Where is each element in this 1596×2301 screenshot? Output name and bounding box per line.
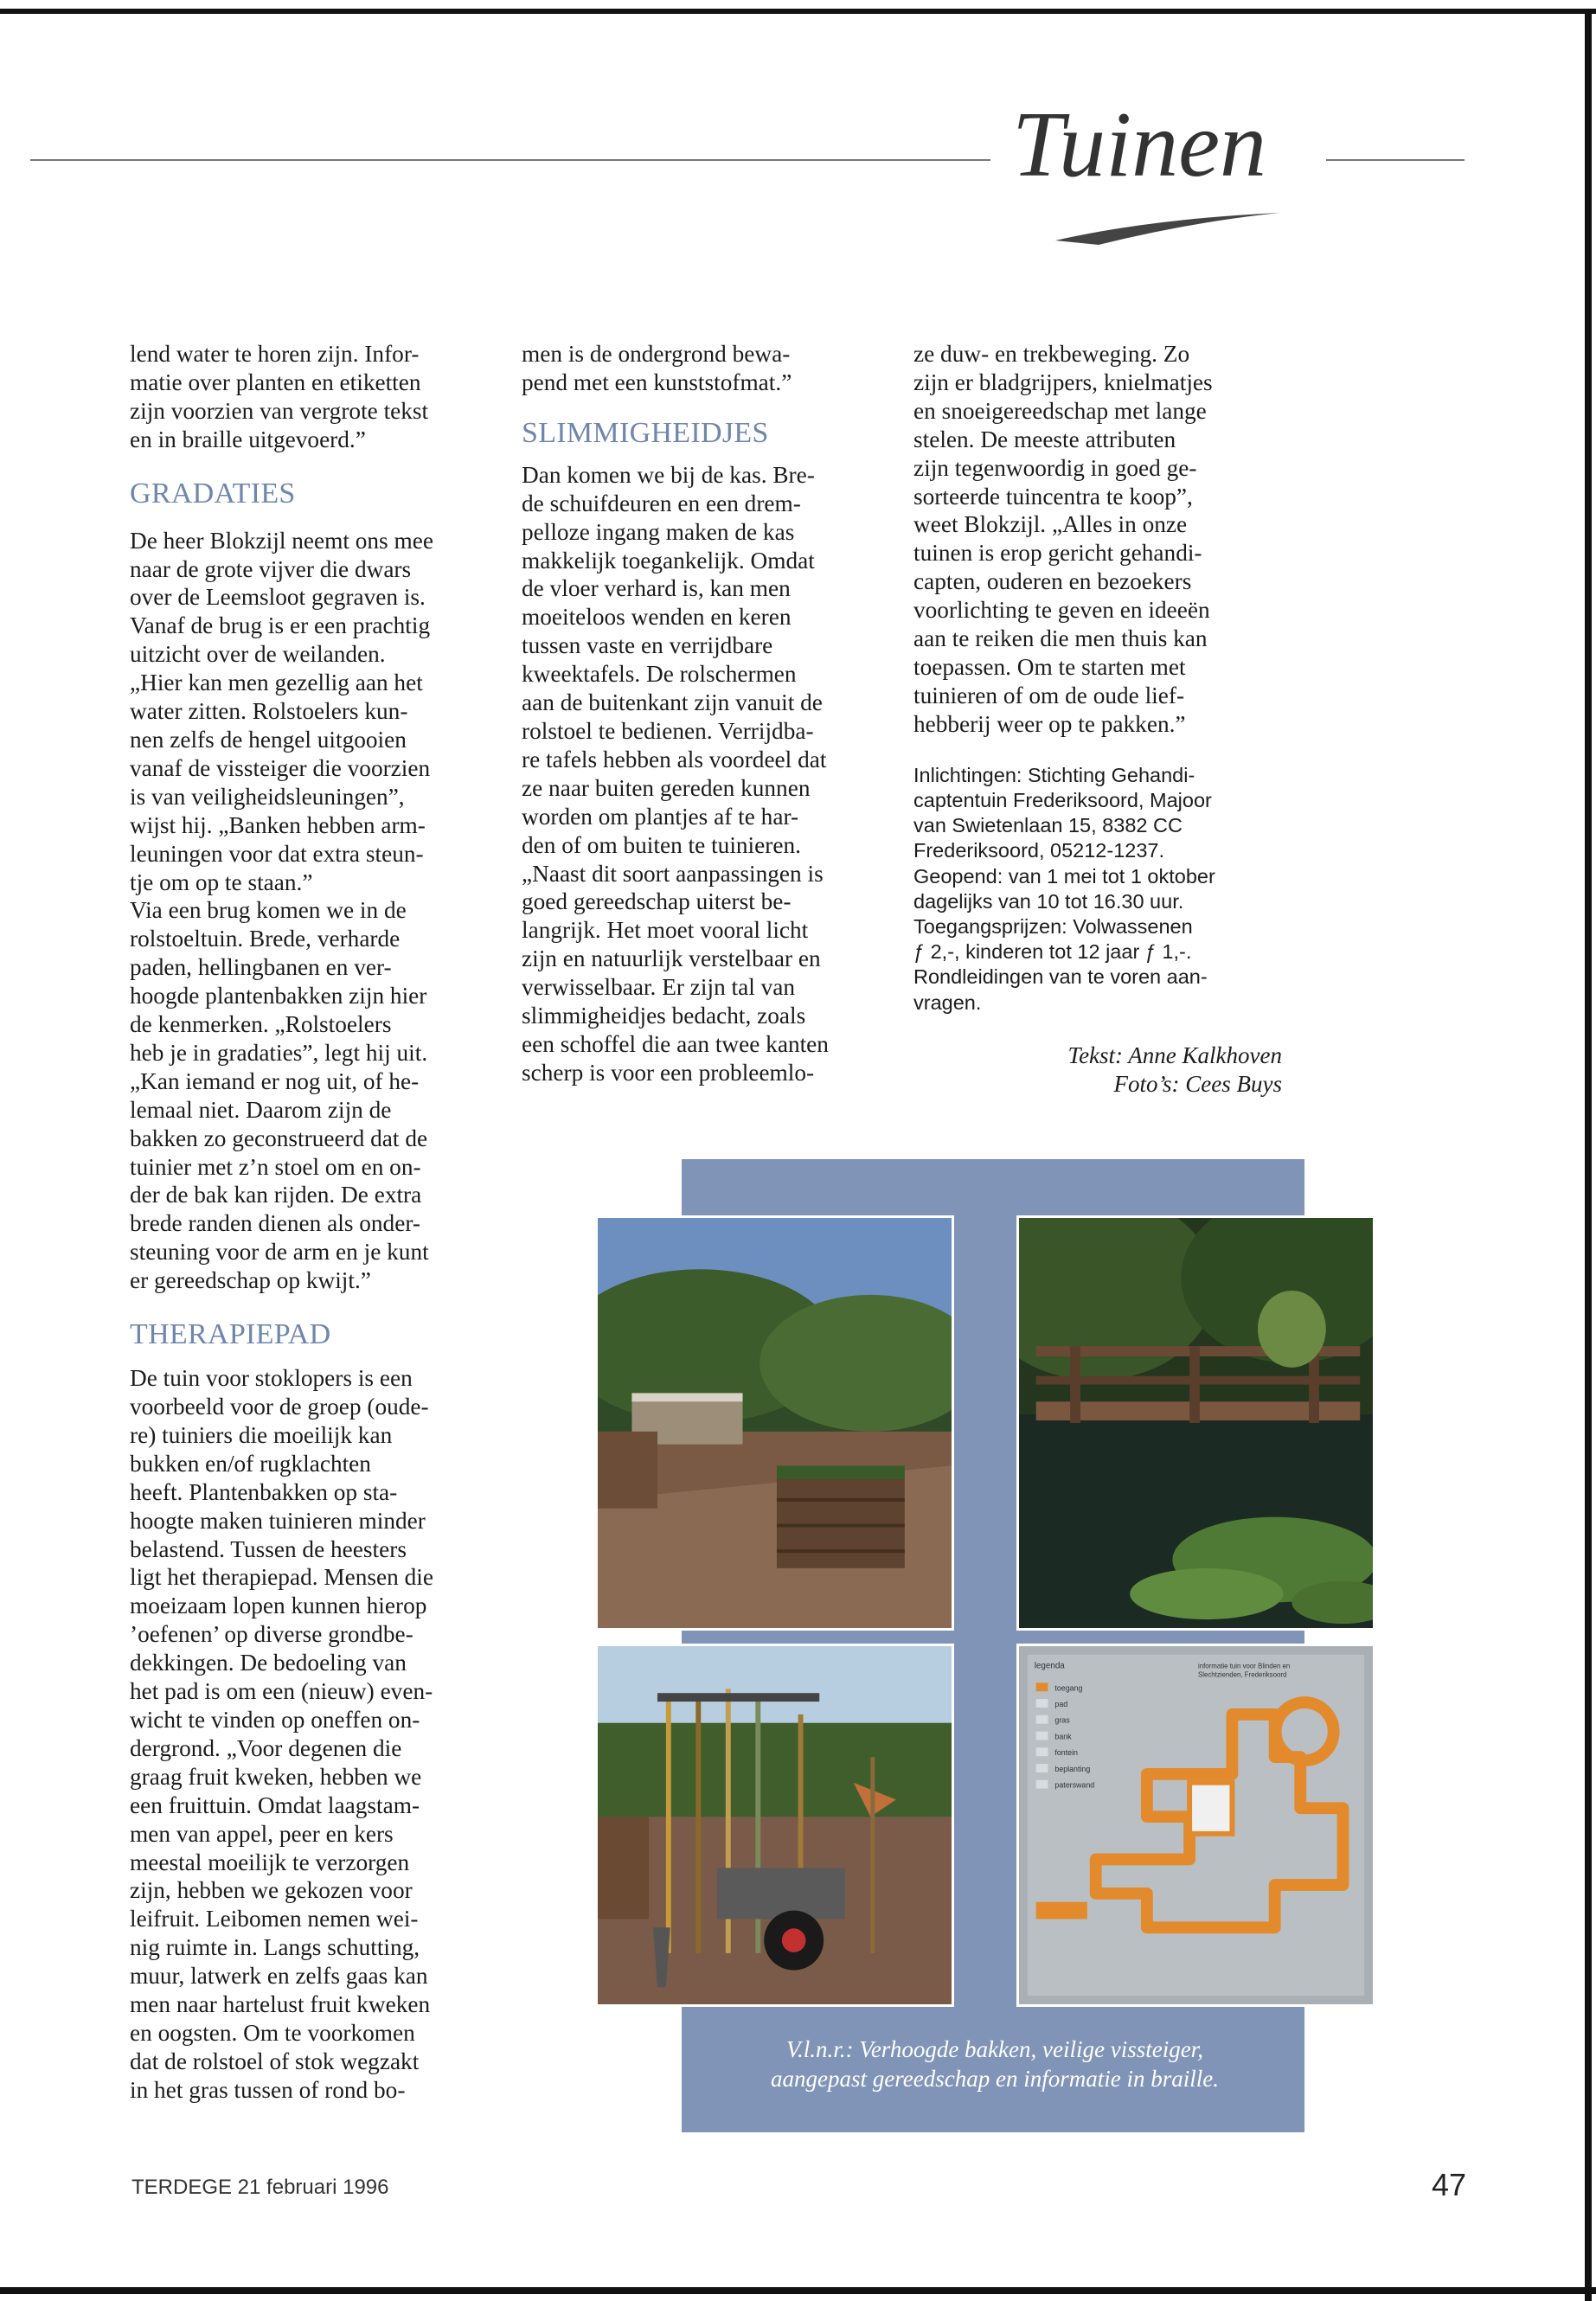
text-line: nig ruimte in. Langs schutting, (130, 1934, 420, 1961)
text-line: vragen. (913, 990, 982, 1014)
braille-legend-swatch (1036, 1764, 1048, 1772)
text-line: water zitten. Rolstoelers kun- (130, 698, 408, 725)
section-title: Tuinen (1012, 93, 1267, 196)
text-line: Geopend: van 1 mei tot 1 oktober (913, 864, 1215, 888)
braille-legend-item: gras (1054, 1715, 1070, 1725)
col1-intro (130, 340, 493, 454)
text-line: men naar hartelust fruit kweken (130, 1991, 431, 2018)
photo-raised-beds (595, 1215, 954, 1631)
column-1 (130, 340, 493, 2105)
braille-legend-item: fontein (1054, 1748, 1078, 1758)
credits (913, 1042, 1285, 1099)
info-box (913, 763, 1285, 1016)
col1-gradaties (130, 527, 493, 1295)
page-frame-right (1585, 9, 1592, 2301)
braille-legend-swatch (1036, 1780, 1048, 1789)
text-line: dekkingen. De bedoeling van (130, 1650, 407, 1676)
text-line: ’oefenen’ op diverse grondbe- (130, 1621, 413, 1648)
text-line: over de Leemsloot gegraven is. (130, 584, 426, 611)
text-line: brede randen dienen als onder- (130, 1210, 420, 1237)
text-line: pelloze ingang maken de kas (522, 518, 795, 545)
text-line: hoogte maken tuinieren minder (130, 1507, 426, 1534)
text-line: „Naast dit soort aanpassingen is (522, 860, 824, 887)
text-line: pend met een kunststofmat.” (522, 369, 792, 395)
text-line: tuinieren of om de oude lief- (913, 682, 1185, 708)
braille-legend-swatch (1036, 1715, 1048, 1724)
text-line: capten, ouderen en bezoekers (913, 568, 1192, 595)
text-line: tussen vaste en verrijdbare (522, 632, 773, 659)
col3-body (913, 340, 1285, 739)
page-frame-top (0, 9, 1596, 14)
text-line: van Swietenlaan 15, 8382 CC (913, 814, 1183, 837)
text-line: zijn en natuurlijk verstelbaar en (522, 945, 821, 972)
text-line: slimmigheidjes bedacht, zoals (522, 1003, 806, 1029)
text-line: Inlichtingen: Stichting Gehandi- (913, 763, 1195, 786)
text-line: men is de ondergrond bewa- (522, 341, 791, 367)
text-line: het pad is om een (nieuw) even- (130, 1678, 433, 1705)
col2-intro (522, 340, 885, 397)
text-line: ze duw- en trekbeweging. Zo (913, 341, 1190, 367)
text-line: lend water te horen zijn. Infor- (130, 341, 420, 367)
text-line: graag fruit kweken, hebben we (130, 1763, 422, 1790)
braille-legend-item: toegang (1054, 1683, 1083, 1693)
text-line: makkelijk toegankelijk. Omdat (522, 547, 815, 574)
caption-line-2: aangepast gereedschap en informatie in braille. (771, 2066, 1219, 2092)
text-line: aan de buitenkant zijn vanuit de (522, 689, 823, 716)
text-line: zijn er bladgrijpers, knielmatjes (913, 369, 1213, 395)
text-line: de vloer verhard is, kan men (522, 575, 791, 602)
text-line: Rondleidingen van te voren aan- (913, 965, 1208, 989)
text-line: heeft. Plantenbakken op sta- (130, 1478, 398, 1505)
text-line: langrijk. Het moet vooral licht (522, 917, 809, 944)
text-line: en snoeigereedschap met lange (913, 397, 1207, 424)
text-line: rolstoel te bedienen. Verrijdba- (522, 717, 814, 744)
text-line: zijn voorzien van vergrote tekst (130, 397, 429, 424)
column-2 (522, 340, 885, 1087)
section-logo (995, 67, 1324, 266)
text-line: Via een brug komen we in de (130, 897, 407, 924)
text-line: hebberij weer op te pakken.” (913, 710, 1186, 737)
text-line: der de bak kan rijden. De extra (130, 1182, 422, 1208)
text-line: tuinen is erop gericht gehandi- (913, 540, 1202, 567)
text-line: er gereedschap op kwijt.” (130, 1267, 371, 1294)
photo-garden-tools (595, 1644, 954, 2007)
text-line: nen zelfs de hengel uitgooien (130, 726, 407, 753)
heading-therapiepad: THERAPIEPAD (130, 1318, 331, 1351)
text-line: leifruit. Leibomen nemen wei- (130, 1906, 419, 1932)
text-line: paden, hellingbanen en ver- (130, 954, 392, 981)
text-line: re) tuiniers die moeilijk kan (130, 1421, 393, 1448)
credit-photo: Foto’s: Cees Buys (1113, 1070, 1282, 1097)
text-line: rolstoeltuin. Brede, verharde (130, 926, 401, 952)
caption-line-1: V.l.n.r.: Verhoogde bakken, veilige vissteiger, (786, 2036, 1203, 2062)
braille-legend-swatch (1036, 1699, 1048, 1708)
text-line: re tafels hebben als voordeel dat (522, 746, 827, 772)
text-line: is van veiligheidsleuningen”, (130, 783, 405, 810)
text-line: voorbeeld voor de groep (oude- (130, 1394, 429, 1420)
text-line: de schuifdeuren en een drem- (522, 490, 801, 516)
braille-heading-1: informatie tuin voor Blinden en (1197, 1662, 1291, 1670)
header-rule-left (30, 159, 990, 161)
text-line: De tuin voor stoklopers is een (130, 1365, 413, 1392)
text-line: Frederiksoord, 05212-1237. (913, 839, 1165, 862)
text-line: dagelijks van 10 tot 16.30 uur. (913, 889, 1184, 913)
braille-legend-swatch (1036, 1747, 1048, 1756)
text-line: steuning voor de arm en je kunt (130, 1239, 429, 1266)
header-rule-right (1326, 159, 1465, 161)
text-line: uitzicht over de weilanden. (130, 641, 386, 668)
text-line: een schoffel die aan twee kanten (522, 1030, 829, 1057)
text-line: vanaf de vissteiger die voorzien (130, 754, 431, 781)
text-line: De heer Blokzijl neemt ons mee (130, 527, 433, 554)
text-line: een fruittuin. Omdat laagstam- (130, 1791, 420, 1818)
heading-gradaties: GRADATIES (130, 477, 296, 510)
text-line: zijn tegenwoordig in goed ge- (913, 454, 1197, 481)
photo-braille-sign (1016, 1644, 1375, 2007)
text-line: tuinier met z’n stoel om en on- (130, 1153, 421, 1180)
text-line: voorlichting te geven en ideeën (913, 597, 1210, 624)
braille-legend-swatch (1036, 1732, 1048, 1740)
col2-slimmigheidjes (522, 461, 885, 1087)
text-line: wijst hij. „Banken hebben arm- (130, 811, 426, 838)
text-line: goed gereedschap uiterst be- (522, 888, 792, 915)
text-line: muur, latwerk en zelfs gaas kan (130, 1963, 428, 1990)
logo-brush-stroke (1055, 213, 1280, 245)
text-line: den of om buiten te tuinieren. (522, 831, 801, 858)
column-3 (913, 340, 1285, 1099)
text-line: aan te reiken die men thuis kan (913, 625, 1208, 652)
text-line: men van appel, peer en kers (130, 1820, 394, 1847)
text-line: bakken zo geconstrueerd dat de (130, 1125, 428, 1151)
text-line: en oogsten. Om te voorkomen (130, 2019, 415, 2046)
text-line: moeiteloos wenden en keren (522, 604, 792, 631)
text-line: dat de rolstoel of stok wegzakt (130, 2048, 420, 2074)
text-line: matie over planten en etiketten (130, 369, 421, 395)
text-line: tje om op te staan.” (130, 868, 313, 895)
text-line: heb je in gradaties”, legt hij uit. (130, 1039, 428, 1066)
text-line: meestal moeilijk te verzorgen (130, 1849, 410, 1875)
braille-legend-swatch (1036, 1682, 1048, 1691)
text-line: Dan komen we bij de kas. Bre- (522, 461, 815, 488)
text-line: Toegangsprijzen: Volwassenen (913, 914, 1193, 938)
text-line: weet Blokzijl. „Alles in onze (913, 511, 1188, 538)
photo-fishing-jetty (1016, 1215, 1375, 1631)
footer-publication: TERDEGE 21 februari 1996 (131, 2176, 389, 2199)
text-line: naar de grote vijver die dwars (130, 555, 412, 582)
text-line: „Kan iemand er nog uit, of he- (130, 1067, 420, 1094)
braille-legend-item: pad (1054, 1699, 1068, 1708)
text-line: toepassen. Om te starten met (913, 653, 1186, 680)
text-line: stelen. De meeste attributen (913, 426, 1176, 452)
braille-heading-2: Slechtzienden, Frederiksoord (1197, 1670, 1287, 1679)
text-line: ligt het therapiepad. Mensen die (130, 1564, 433, 1591)
text-line: zijn, hebben we gekozen voor (130, 1877, 413, 1904)
text-line: captentuin Frederiksoord, Majoor (913, 788, 1212, 811)
text-line: in het gras tussen of rond bo- (130, 2076, 406, 2103)
braille-legend-title: legenda (1034, 1661, 1065, 1671)
text-line: en in braille uitgevoerd.” (130, 426, 366, 452)
page-number: 47 (1432, 2167, 1467, 2202)
text-line: moeizaam lopen kunnen hierop (130, 1593, 427, 1619)
text-line: leuningen voor dat extra steun- (130, 840, 424, 867)
text-line: de kenmerken. „Rolstoelers (130, 1011, 392, 1038)
text-line: Vanaf de brug is er een prachtig (130, 612, 431, 639)
text-line: sorteerde tuincentra te koop”, (913, 483, 1193, 510)
heading-slimmigheidjes: SLIMMIGHEIDJES (522, 416, 769, 449)
text-line: ƒ 2,-, kinderen tot 12 jaar ƒ 1,-. (913, 940, 1192, 964)
col1-therapiepad (130, 1364, 493, 2105)
text-line: belastend. Tussen de heesters (130, 1535, 407, 1562)
text-line: verwisselbaar. Er zijn tal van (522, 974, 796, 1001)
text-line: „Hier kan men gezellig aan het (130, 670, 423, 696)
page-frame-bottom (0, 2287, 1596, 2294)
text-line: bukken en/of rugklachten (130, 1450, 371, 1477)
credit-text: Tekst: Anne Kalkhoven (1067, 1042, 1282, 1068)
braille-legend-item: bank (1054, 1732, 1072, 1741)
text-line: worden om plantjes af te har- (522, 803, 799, 830)
photo-caption (692, 2035, 1298, 2093)
text-line: kweektafels. De rolschermen (522, 661, 797, 688)
text-line: dergrond. „Voor degenen die (130, 1734, 402, 1761)
text-line: ze naar buiten gereden kunnen (522, 774, 811, 801)
text-line: lemaal niet. Daarom zijn de (130, 1096, 392, 1123)
text-line: scherp is voor een probleemlo- (522, 1059, 815, 1086)
braille-legend-item: beplanting (1054, 1764, 1091, 1773)
text-line: wicht te vinden op oneffen on- (130, 1706, 420, 1733)
text-line: hoogde plantenbakken zijn hier (130, 983, 427, 1009)
braille-legend-item: paterswand (1054, 1780, 1095, 1790)
